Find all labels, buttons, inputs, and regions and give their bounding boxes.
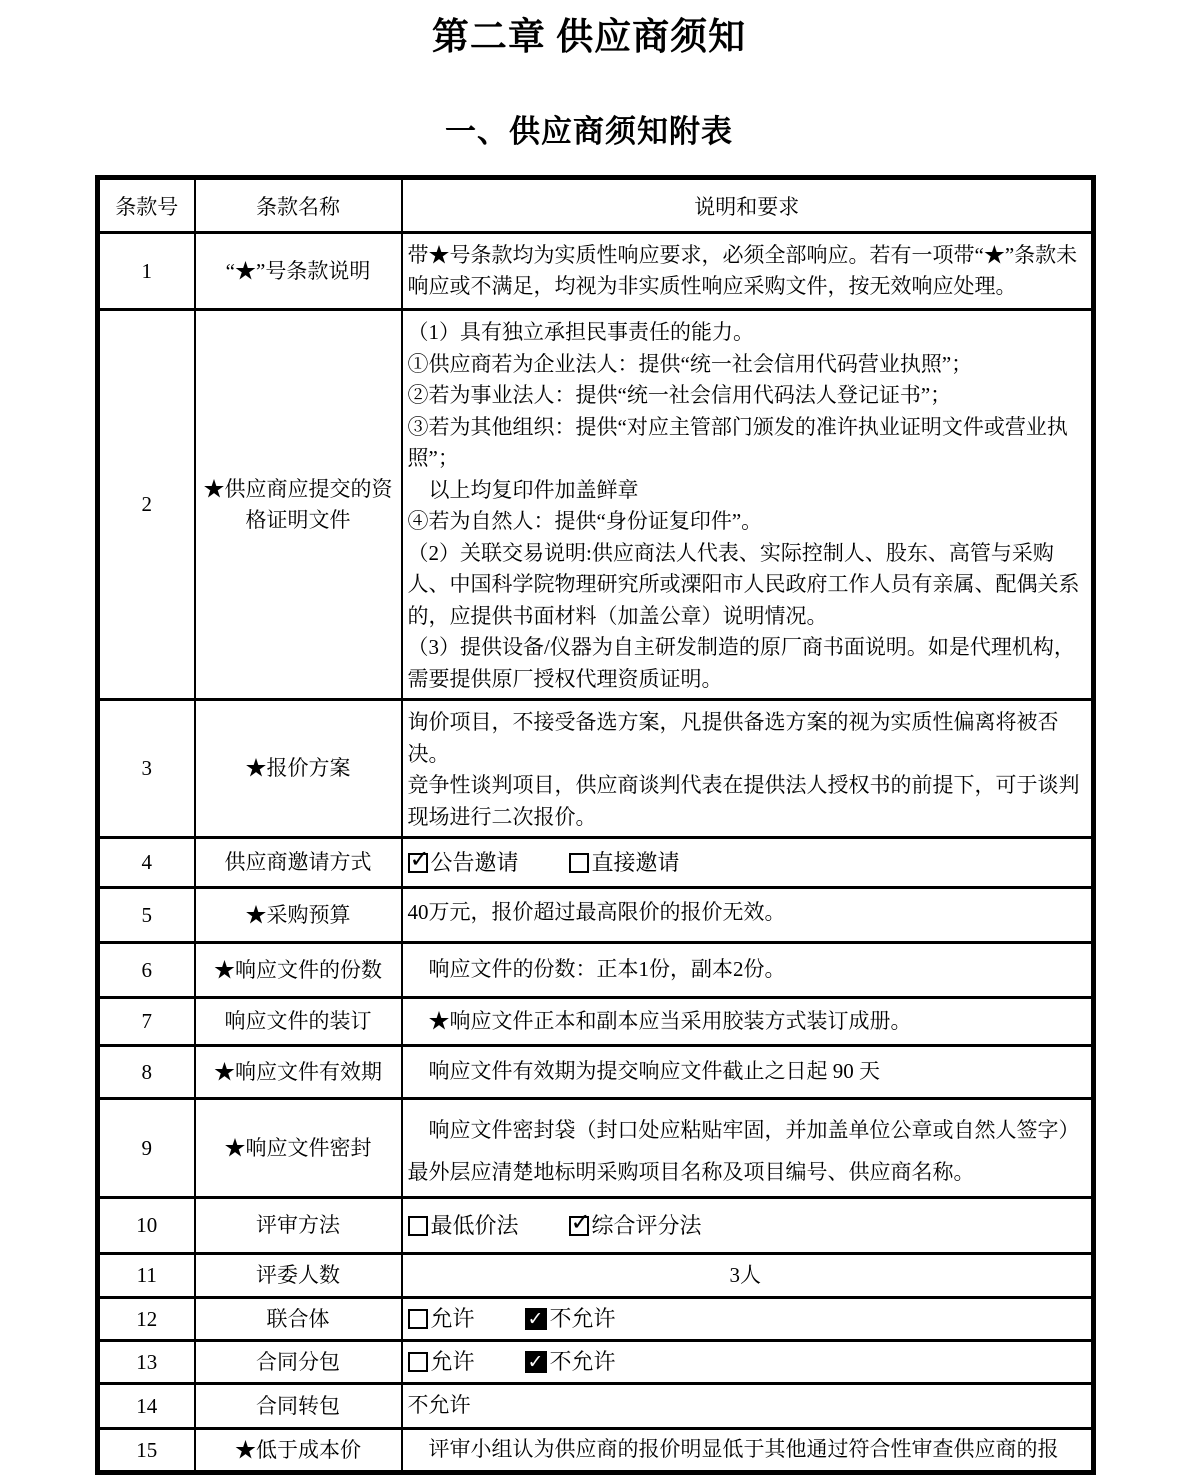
checkbox-unchecked-icon — [408, 1352, 428, 1372]
table-row — [98, 310, 1094, 700]
header-clause-number: 条款号 — [98, 178, 195, 233]
content-line: ③若为其他组织：提供“对应主管部门颁发的准许执业证明文件或营业执照”； — [407, 414, 1068, 470]
content-line: 响应文件的份数：正本1份，副本2份。 — [407, 957, 786, 982]
clause-name-cell: ★响应文件的份数 — [195, 943, 402, 998]
checkbox-label: 综合评分法 — [591, 1212, 702, 1238]
checkbox-option — [408, 846, 519, 880]
clause-content-cell — [402, 1429, 1094, 1473]
clause-content-cell — [402, 700, 1094, 838]
header-description: 说明和要求 — [402, 178, 1094, 233]
checkbox-label: 允许 — [430, 1349, 475, 1375]
clause-name-cell: ★报价方案 — [195, 700, 402, 838]
content-line: 竞争性谈判项目，供应商谈判代表在提供法人授权书的前提下，可于谈判现场进行二次报价。 — [407, 773, 1080, 829]
checkbox-option — [569, 1209, 702, 1243]
clause-number-cell: 6 — [98, 943, 195, 998]
content-line: 不允许 — [407, 1393, 471, 1418]
table-body — [98, 233, 1094, 1473]
clause-number-cell: 14 — [98, 1384, 195, 1429]
content-line: ①供应商若为企业法人：提供“统一社会信用代码营业执照”； — [407, 351, 973, 376]
content-line: 询价项目，不接受备选方案，凡提供备选方案的视为实质性偏离将被否决。 — [407, 710, 1059, 766]
checkbox-option — [525, 1345, 616, 1379]
clause-name-cell: 合同分包 — [195, 1341, 402, 1384]
checkbox-option — [569, 846, 680, 880]
clause-content-cell — [402, 1384, 1094, 1429]
content-line: 评审小组认为供应商的报价明显低于其他通过符合性审查供应商的报 — [407, 1437, 1059, 1462]
clause-content-cell — [402, 1099, 1094, 1198]
clause-content-cell — [402, 943, 1094, 998]
clause-name-cell: 合同转包 — [195, 1384, 402, 1429]
table-row — [98, 838, 1094, 888]
content-line: 以上均复印件加盖鲜章 — [407, 477, 639, 502]
clause-number-cell: 8 — [98, 1046, 195, 1099]
page-title: 第二章 供应商须知 — [431, 17, 747, 58]
table-row — [98, 1099, 1094, 1198]
clause-number-cell: 10 — [98, 1198, 195, 1254]
content-line: （1）具有独立承担民事责任的能力。 — [407, 320, 754, 344]
checkbox-label: 最低价法 — [430, 1212, 519, 1238]
clause-number-cell: 12 — [98, 1298, 195, 1341]
checkbox-option — [408, 1302, 475, 1336]
clause-name-cell: “★”号条款说明 — [195, 233, 402, 310]
checkbox-label: 不允许 — [549, 1306, 616, 1332]
content-line: 40万元，报价超过最高限价的报价无效。 — [407, 900, 786, 924]
check-mark-icon: ✓ — [527, 1351, 544, 1374]
clause-number-cell: 4 — [98, 838, 195, 888]
clause-number-cell: 9 — [98, 1099, 195, 1198]
clause-name-cell: ★供应商应提交的资格证明文件 — [195, 310, 402, 700]
clause-content-cell — [402, 1046, 1094, 1099]
supplier-instructions-table — [95, 175, 1096, 1475]
content-line: 响应文件密封袋（封口处应粘贴牢固，并加盖单位公章或自然人签字） — [407, 1118, 1080, 1142]
content-line: （2）关联交易说明:供应商法人代表、实际控制人、股东、高管与采购人、中国科学院物理研究所或溧阳市人民政府工作人员有亲属、配偶关系的，应提供书面材料（加盖公章）说明情况。 — [407, 540, 1080, 628]
clause-name-cell: 联合体 — [195, 1298, 402, 1341]
header-clause-name: 条款名称 — [195, 178, 402, 233]
section-title: 一、供应商须知附表 — [445, 114, 733, 149]
clause-content-cell — [402, 1254, 1094, 1298]
check-mark-icon: ✓ — [409, 844, 430, 873]
checkbox-checked-icon — [408, 844, 430, 873]
clause-content-cell — [402, 888, 1094, 943]
content-line: 带★号条款均为实质性响应要求，必须全部响应。若有一项带“★”条款未响应或不满足，均视为非实质性响应采购文件，按无效响应处理。 — [407, 242, 1078, 298]
clause-name-cell: 评审方法 — [195, 1198, 402, 1254]
check-mark-icon: ✓ — [527, 1308, 544, 1331]
checkbox-unchecked-icon — [408, 1216, 428, 1236]
clause-number-cell: 3 — [98, 700, 195, 838]
checkbox-unchecked-icon — [408, 1309, 428, 1329]
clause-number-cell: 13 — [98, 1341, 195, 1384]
clause-name-cell: 评委人数 — [195, 1254, 402, 1298]
table-row — [98, 233, 1094, 310]
clause-number-cell: 7 — [98, 998, 195, 1046]
clause-number-cell: 5 — [98, 888, 195, 943]
table-row — [98, 1198, 1094, 1254]
table-row — [98, 1254, 1094, 1298]
table-row — [98, 1384, 1094, 1429]
clause-content-cell — [402, 1341, 1094, 1384]
checkbox-label: 公告邀请 — [430, 849, 519, 875]
clause-content-cell — [402, 310, 1094, 700]
checkbox-label: 不允许 — [549, 1349, 616, 1375]
check-mark-icon: ✓ — [570, 1207, 591, 1236]
clause-name-cell: 响应文件的装订 — [195, 998, 402, 1046]
clause-number-cell: 15 — [98, 1429, 195, 1473]
checkbox-label: 允许 — [430, 1306, 475, 1332]
content-line: （3）提供设备/仪器为自主研发制造的原厂商书面说明。如是代理机构，需要提供原厂授权代理资质证明。 — [407, 635, 1075, 691]
clause-name-cell: ★采购预算 — [195, 888, 402, 943]
clause-name-cell: 供应商邀请方式 — [195, 838, 402, 888]
content-line: ④若为自然人：提供“身份证复印件”。 — [407, 509, 763, 533]
table-row — [98, 1298, 1094, 1341]
clause-content-cell — [402, 1198, 1094, 1254]
checkbox-checked-icon — [569, 1207, 591, 1236]
clause-content-cell — [402, 998, 1094, 1046]
checkbox-unchecked-icon — [569, 853, 589, 873]
clause-name-cell: ★低于成本价 — [195, 1429, 402, 1473]
table-row — [98, 1046, 1094, 1099]
table-header-row — [98, 178, 1094, 233]
content-line: 响应文件有效期为提交响应文件截止之日起 90 天 — [407, 1059, 880, 1084]
checkbox-option — [408, 1345, 475, 1379]
clause-content-cell — [402, 838, 1094, 888]
content-line: ★响应文件正本和副本应当采用胶装方式装订成册。 — [407, 1008, 912, 1033]
checkbox-option — [408, 1209, 519, 1243]
clause-number-cell: 11 — [98, 1254, 195, 1298]
content-line: 3人 — [729, 1262, 761, 1287]
content-line: ②若为事业法人：提供“统一社会信用代码法人登记证书”； — [407, 383, 952, 407]
checkbox-checked-filled-icon — [525, 1351, 547, 1373]
clause-content-cell — [402, 233, 1094, 310]
table-row — [98, 1429, 1094, 1473]
table-row — [98, 998, 1094, 1046]
checkbox-label: 直接邀请 — [591, 849, 680, 875]
clause-number-cell: 1 — [98, 233, 195, 310]
clause-content-cell — [402, 1298, 1094, 1341]
checkbox-checked-filled-icon — [525, 1308, 547, 1330]
clause-name-cell: ★响应文件密封 — [195, 1099, 402, 1198]
table-row — [98, 1341, 1094, 1384]
content-line: 最外层应清楚地标明采购项目名称及项目编号、供应商名称。 — [407, 1160, 975, 1184]
clause-name-cell: ★响应文件有效期 — [195, 1046, 402, 1099]
table-row — [98, 888, 1094, 943]
table-row — [98, 700, 1094, 838]
checkbox-option — [525, 1302, 616, 1336]
table-row — [98, 943, 1094, 998]
clause-number-cell: 2 — [98, 310, 195, 700]
